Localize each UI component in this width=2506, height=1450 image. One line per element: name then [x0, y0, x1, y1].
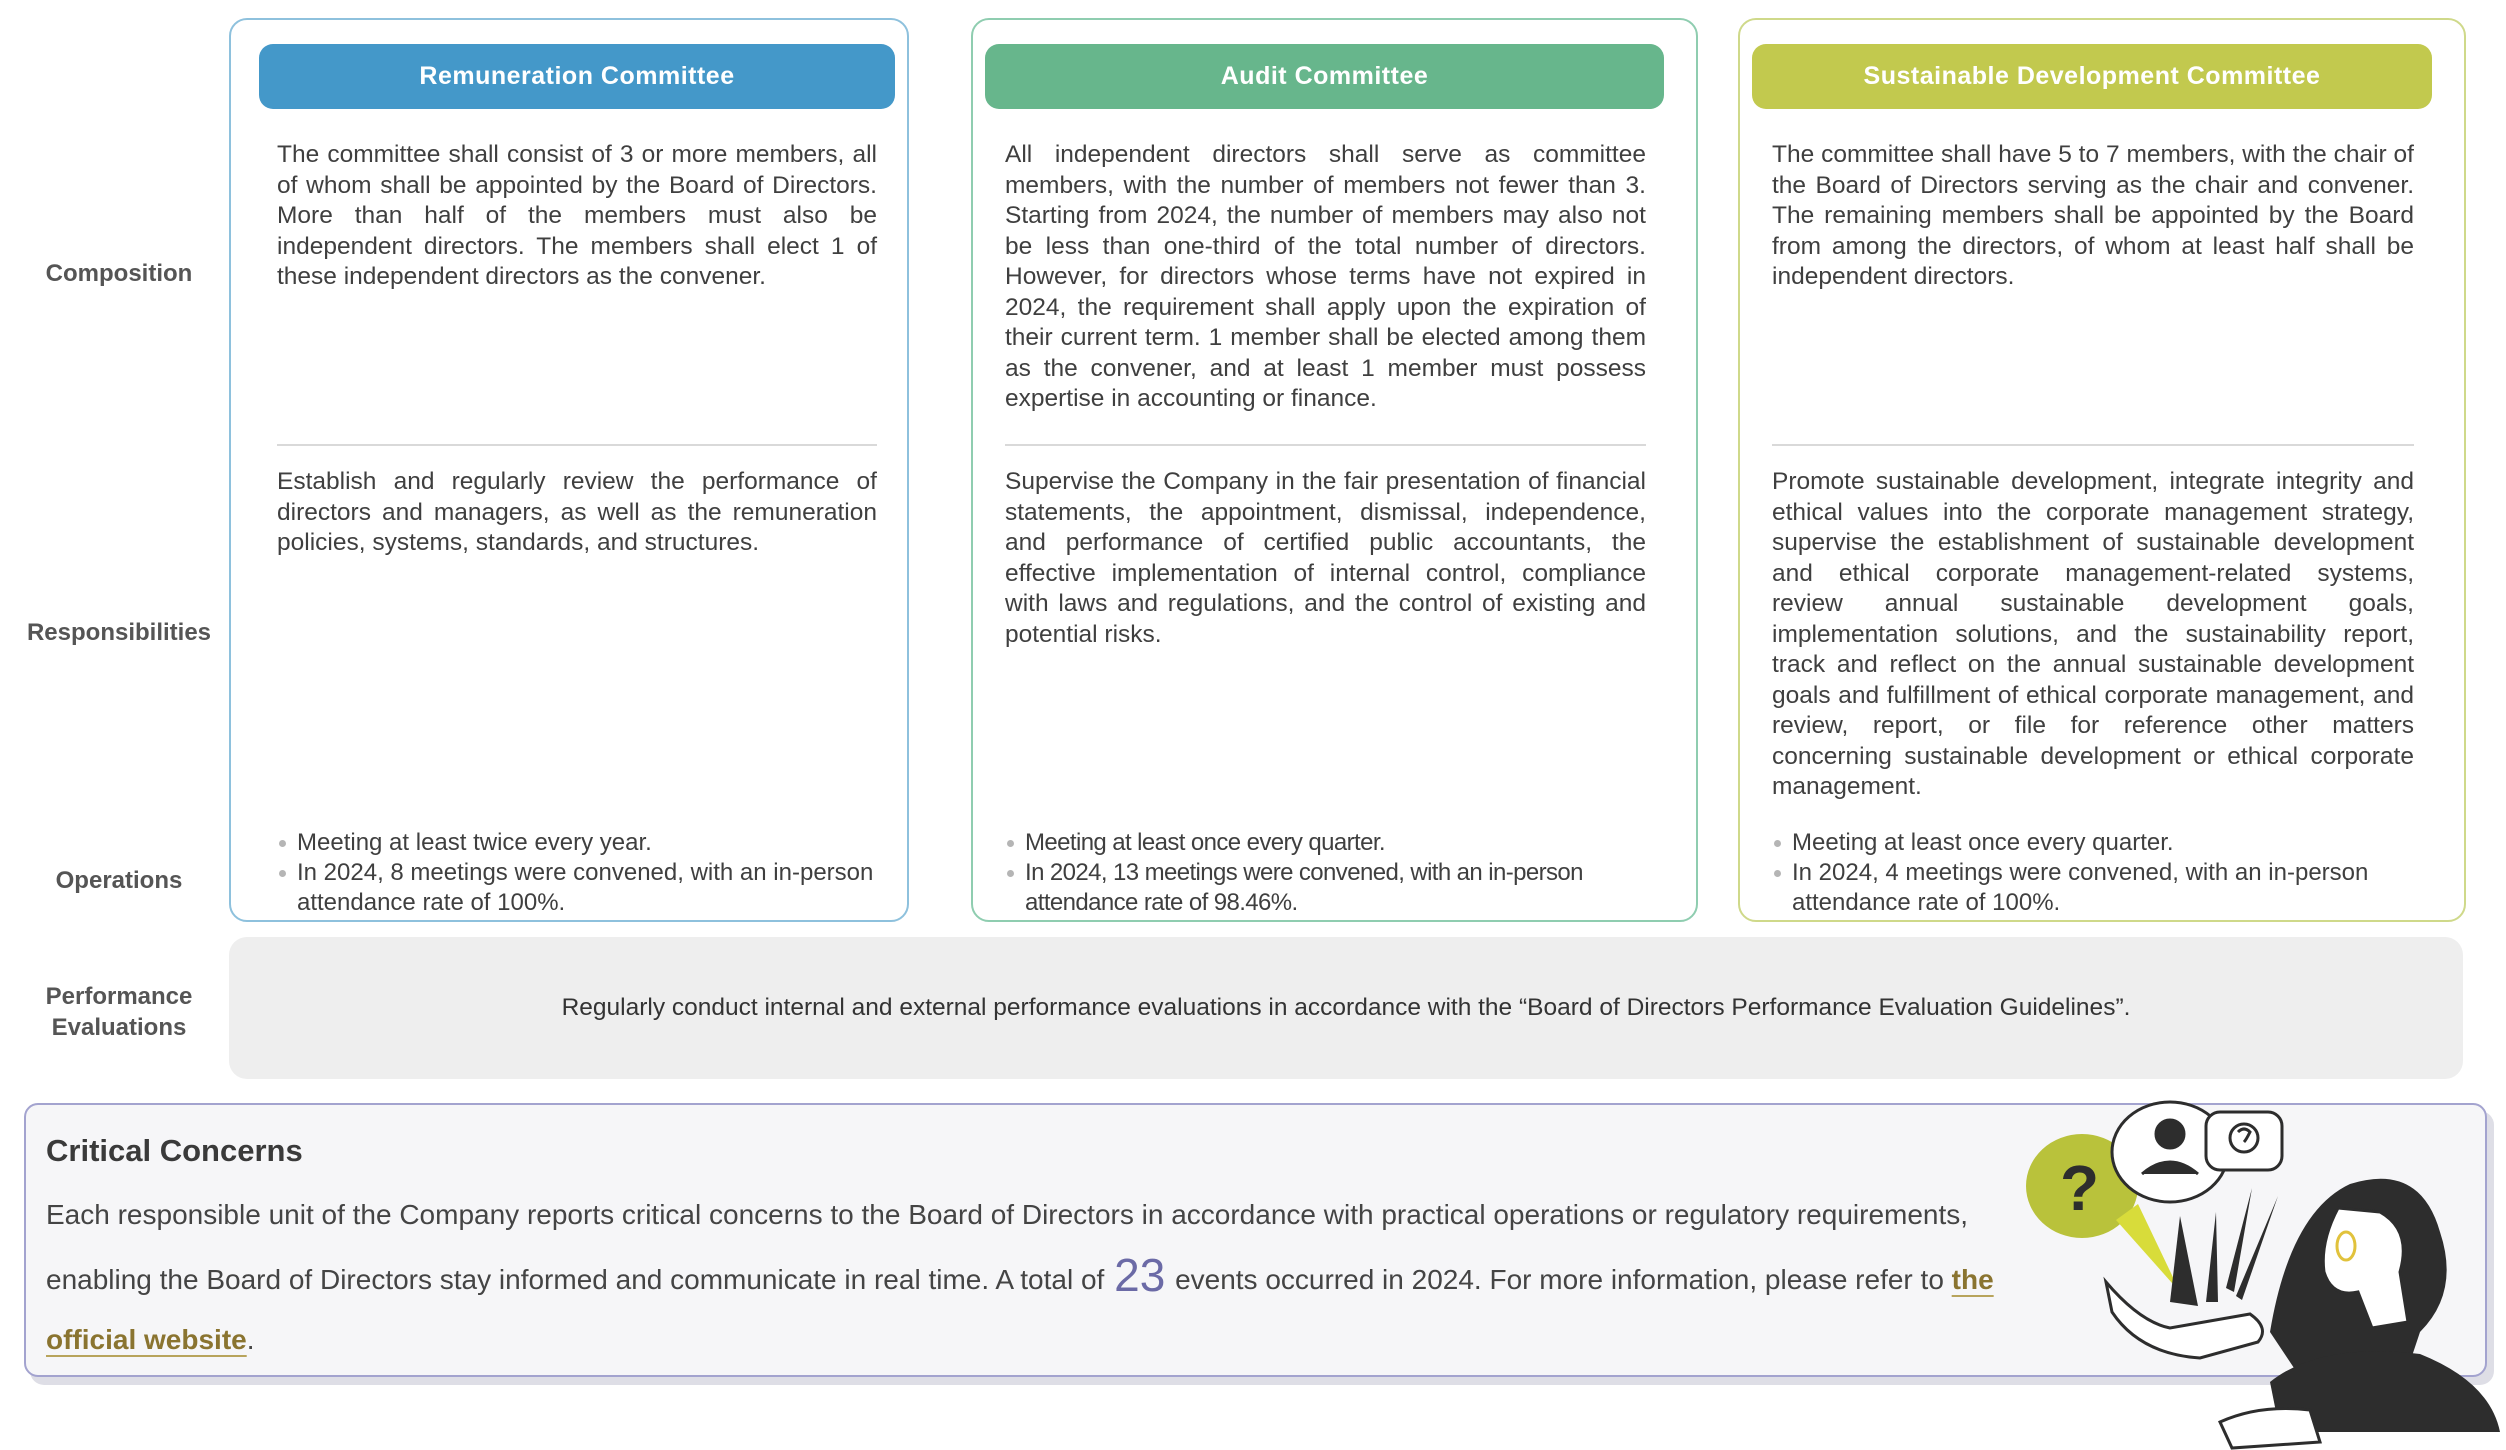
lightbulb-speech-bubble-icon — [2206, 1112, 2282, 1170]
woman-figure — [2220, 1179, 2500, 1448]
sustainable-development-committee-card — [1738, 18, 2466, 922]
operations-item: In 2024, 4 meetings were convened, with an in-person attendance rate of 100%. — [1772, 858, 2414, 918]
operations-item: Meeting at least twice every year. — [277, 828, 897, 858]
row-label-responsibilities: Responsibilities — [26, 619, 212, 646]
critical-concerns-text-part1: Each responsible unit of the Company reports critical concerns to the Board of Directors in accordance with practical operations or regulatory requirements, enabling the Board of Directors stay informed and communicate in real time. A total of — [46, 1199, 1969, 1295]
question-mark-glyph: ? — [2060, 1152, 2100, 1224]
row-label-composition: Composition — [45, 260, 193, 287]
audit-committee-card — [971, 18, 1698, 922]
woman-with-question-speech-bubbles-illustration — [2020, 1092, 2500, 1450]
operations-list — [1005, 828, 1685, 918]
row-divider — [277, 444, 877, 446]
critical-concerns-text-part2: events occurred in 2024. For more information, please refer to — [1175, 1264, 1944, 1295]
committee-title: Remuneration Committee — [259, 44, 895, 109]
operations-item: Meeting at least once every quarter. — [1005, 828, 1685, 858]
performance-evaluations-text: Regularly conduct internal and external performance evaluations in accordance with the “Board of Directors Performance Evaluation Guidelines”. — [561, 994, 2131, 1021]
composition-text: The committee shall have 5 to 7 members, with the chair of the Board of Directors serving as the chair and convener. The remaining members shall be appointed by the Board from among the directors, of whom at least half shall be independent directors. — [1772, 141, 2414, 290]
operations-list — [277, 828, 897, 918]
exclamation-rays-icon — [2170, 1188, 2278, 1306]
critical-concerns-count: 23 — [1114, 1249, 1166, 1301]
row-label-performance-evaluations — [0, 981, 238, 1043]
row-divider — [1005, 444, 1646, 446]
row-divider — [1772, 444, 2414, 446]
committee-title: Sustainable Development Committee — [1752, 44, 2432, 109]
composition-text: The committee shall consist of 3 or more members, all of whom shall be appointed by the Board of Directors. More than half of the members must also be independent directors. The members shall elect 1 of these independent directors as the convener. — [277, 141, 877, 290]
operations-item: In 2024, 13 meetings were convened, with an in-person attendance rate of 98.46%. — [1005, 858, 1685, 918]
operations-item: Meeting at least once every quarter. — [1772, 828, 2414, 858]
row-label-performance-line1: Performance — [45, 983, 193, 1010]
critical-concerns-title: Critical Concerns — [46, 1133, 303, 1168]
operations-item: In 2024, 8 meetings were convened, with an in-person attendance rate of 100%. — [277, 858, 897, 918]
critical-concerns-text — [46, 1185, 2006, 1370]
remuneration-committee-card — [229, 18, 909, 922]
responsibilities-text: Establish and regularly review the performance of directors and managers, as well as the remuneration policies, systems, standards, and structures. — [277, 468, 877, 556]
row-label-operations: Operations — [55, 867, 183, 894]
responsibilities-text: Supervise the Company in the fair presentation of financial statements, the appointment, dismissal, independence, and performance of certified public accountants, the effective implementation of internal control, compliance with laws and regulations, and the control of existing and potential risks. — [1005, 468, 1646, 648]
committee-title: Audit Committee — [985, 44, 1664, 109]
operations-list — [1772, 828, 2414, 918]
row-label-performance-line2: Evaluations — [51, 1014, 187, 1041]
composition-text: All independent directors shall serve as committee members, with the number of members not fewer than 3. Starting from 2024, the number of members may also not be less than one-third of the total number of directors. However, for directors whose terms have not expired in 2024, the requirement shall apply upon the expiration of their current term. 1 member shall be elected among them as the convener, and at least 1 member must possess expertise in accounting or finance. — [1005, 141, 1646, 412]
critical-concerns-text-end: . — [246, 1324, 255, 1355]
responsibilities-text: Promote sustainable development, integrate integrity and ethical values into the corporate management strategy, supervise the establishment of sustainable development and ethical corporate management-related systems, review annual sustainable development goals, implementation solutions, and the sustainability report, track and reflect on the annual sustainable development goals and fulfillment of ethical corporate management, and review, report, or file for reference other matters concerning sustainable development or ethical corporate management. — [1772, 468, 2414, 800]
performance-evaluations-box — [229, 937, 2463, 1079]
official-website-link[interactable]: the official website — [46, 1264, 1994, 1355]
